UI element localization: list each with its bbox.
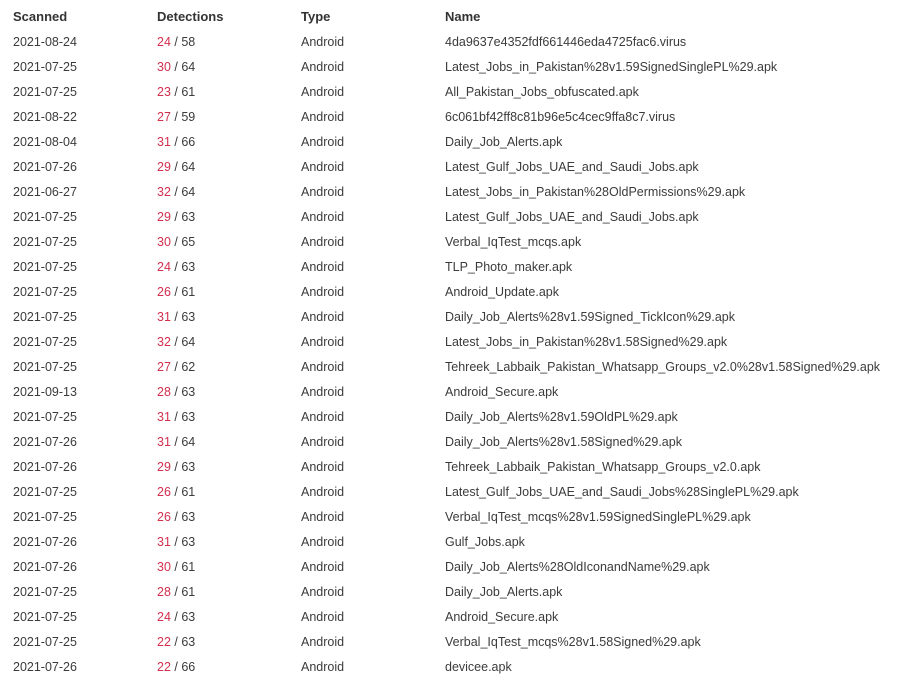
scanned-date: 2021-08-24 [13, 34, 77, 49]
detections-positive: 31 [157, 409, 171, 424]
detections-positive: 23 [157, 84, 171, 99]
detections-total: / 63 [174, 634, 196, 649]
detections-total: / 63 [174, 459, 196, 474]
detections-cell [157, 510, 301, 524]
scanned-date: 2021-07-25 [13, 509, 77, 524]
detections-total: / 64 [174, 59, 196, 74]
file-type: Android [301, 284, 345, 299]
detections-total: / 64 [174, 184, 196, 199]
table-row[interactable] [0, 54, 908, 79]
file-name-link[interactable]: Tehreek_Labbaik_Pakistan_Whatsapp_Groups_v2.0.apk [445, 459, 761, 474]
detections-total: / 61 [174, 84, 196, 99]
file-name-link[interactable]: Latest_Gulf_Jobs_UAE_and_Saudi_Jobs%28SinglePL%29.apk [445, 484, 799, 499]
table-row[interactable] [0, 654, 908, 679]
scanned-date: 2021-06-27 [13, 184, 77, 199]
table-row[interactable] [0, 404, 908, 429]
detections-positive: 22 [157, 634, 171, 649]
detections-positive: 26 [157, 484, 171, 499]
table-row[interactable] [0, 129, 908, 154]
file-type: Android [301, 384, 345, 399]
detections-positive: 27 [157, 109, 171, 124]
detections-positive: 30 [157, 559, 171, 574]
file-type: Android [301, 159, 345, 174]
scanned-date: 2021-07-26 [13, 434, 77, 449]
detections-cell [157, 660, 301, 674]
scanned-date: 2021-07-25 [13, 259, 77, 274]
table-row[interactable] [0, 204, 908, 229]
detections-total: / 65 [174, 234, 196, 249]
detections-cell [157, 285, 301, 299]
file-name-link[interactable]: TLP_Photo_maker.apk [445, 259, 573, 274]
table-row[interactable] [0, 229, 908, 254]
table-row[interactable] [0, 304, 908, 329]
scanned-date: 2021-07-26 [13, 459, 77, 474]
table-row[interactable] [0, 454, 908, 479]
table-header [0, 4, 908, 29]
file-name-link[interactable]: devicee.apk [445, 659, 512, 674]
detections-cell [157, 260, 301, 274]
header-detections[interactable]: Detections [157, 9, 224, 24]
detections-cell [157, 410, 301, 424]
detections-positive: 28 [157, 384, 171, 399]
detections-cell [157, 135, 301, 149]
detections-cell [157, 60, 301, 74]
file-type: Android [301, 484, 345, 499]
file-name-link[interactable]: Verbal_IqTest_mcqs%28v1.59SignedSinglePL%29.apk [445, 509, 751, 524]
detections-cell [157, 35, 301, 49]
detections-total: / 66 [174, 659, 196, 674]
table-row[interactable] [0, 354, 908, 379]
detections-positive: 22 [157, 659, 171, 674]
scanned-date: 2021-07-25 [13, 284, 77, 299]
scanned-date: 2021-07-25 [13, 209, 77, 224]
file-name-link[interactable]: Gulf_Jobs.apk [445, 534, 525, 549]
header-name[interactable]: Name [445, 9, 481, 24]
scanned-date: 2021-07-25 [13, 309, 77, 324]
detections-positive: 31 [157, 309, 171, 324]
detections-positive: 27 [157, 359, 171, 374]
detections-positive: 29 [157, 209, 171, 224]
detections-total: / 64 [174, 159, 196, 174]
file-name-link[interactable]: 4da9637e4352fdf661446eda4725fac6.virus [445, 34, 687, 49]
table-row[interactable] [0, 254, 908, 279]
file-type: Android [301, 334, 345, 349]
file-name-link[interactable]: Verbal_IqTest_mcqs.apk [445, 234, 582, 249]
detections-positive: 30 [157, 59, 171, 74]
header-scanned[interactable]: Scanned [13, 9, 68, 24]
file-name-link[interactable]: Android_Secure.apk [445, 384, 559, 399]
detections-positive: 32 [157, 334, 171, 349]
file-name-link[interactable]: Latest_Jobs_in_Pakistan%28OldPermissions%29.apk [445, 184, 746, 199]
file-type: Android [301, 84, 345, 99]
detections-cell [157, 635, 301, 649]
detections-positive: 31 [157, 534, 171, 549]
detections-cell [157, 85, 301, 99]
table-row[interactable] [0, 554, 908, 579]
header-type[interactable]: Type [301, 9, 331, 24]
scanned-date: 2021-07-25 [13, 609, 77, 624]
file-name-link[interactable]: Daily_Job_Alerts%28OldIconandName%29.apk [445, 559, 710, 574]
table-row[interactable] [0, 154, 908, 179]
table-row[interactable] [0, 29, 908, 54]
file-type: Android [301, 34, 345, 49]
file-type: Android [301, 59, 345, 74]
file-type: Android [301, 409, 345, 424]
detections-total: / 61 [174, 559, 196, 574]
file-type: Android [301, 659, 345, 674]
detections-cell [157, 460, 301, 474]
table-body [0, 29, 908, 679]
detections-cell [157, 210, 301, 224]
file-name-link[interactable]: Verbal_IqTest_mcqs%28v1.58Signed%29.apk [445, 634, 701, 649]
detections-cell [157, 335, 301, 349]
file-name-link[interactable]: Android_Secure.apk [445, 609, 559, 624]
detections-total: / 63 [174, 609, 196, 624]
scanned-date: 2021-07-26 [13, 159, 77, 174]
file-type: Android [301, 359, 345, 374]
file-type: Android [301, 109, 345, 124]
detections-positive: 32 [157, 184, 171, 199]
detections-cell [157, 310, 301, 324]
scanned-date: 2021-07-25 [13, 84, 77, 99]
file-name-link[interactable]: Latest_Jobs_in_Pakistan%28v1.59SignedSinglePL%29.apk [445, 59, 778, 74]
detections-total: / 63 [174, 209, 196, 224]
detections-total: / 58 [174, 34, 196, 49]
detections-total: / 63 [174, 409, 196, 424]
file-type: Android [301, 459, 345, 474]
file-type: Android [301, 634, 345, 649]
detections-total: / 63 [174, 309, 196, 324]
detections-cell [157, 235, 301, 249]
scanned-date: 2021-07-26 [13, 559, 77, 574]
scanned-date: 2021-07-25 [13, 409, 77, 424]
detections-positive: 31 [157, 434, 171, 449]
table-row[interactable] [0, 279, 908, 304]
detections-cell [157, 160, 301, 174]
detections-cell [157, 435, 301, 449]
detections-cell [157, 110, 301, 124]
detections-cell [157, 360, 301, 374]
table-row[interactable] [0, 79, 908, 104]
detections-total: / 63 [174, 384, 196, 399]
detections-total: / 62 [174, 359, 196, 374]
file-name-link[interactable]: Daily_Job_Alerts.apk [445, 584, 563, 599]
detections-positive: 24 [157, 34, 171, 49]
scanned-date: 2021-07-25 [13, 59, 77, 74]
scanned-date: 2021-08-22 [13, 109, 77, 124]
file-type: Android [301, 134, 345, 149]
file-name-link[interactable]: Android_Update.apk [445, 284, 559, 299]
file-name-link[interactable]: Latest_Jobs_in_Pakistan%28v1.58Signed%29.apk [445, 334, 728, 349]
scanned-date: 2021-07-25 [13, 359, 77, 374]
table-row[interactable] [0, 479, 908, 504]
table-row[interactable] [0, 329, 908, 354]
scanned-date: 2021-09-13 [13, 384, 77, 399]
file-type: Android [301, 434, 345, 449]
detections-total: / 63 [174, 534, 196, 549]
detections-total: / 61 [174, 284, 196, 299]
table-row[interactable] [0, 429, 908, 454]
table-row[interactable] [0, 104, 908, 129]
file-type: Android [301, 509, 345, 524]
detections-total: / 61 [174, 484, 196, 499]
scanned-date: 2021-07-25 [13, 234, 77, 249]
file-type: Android [301, 609, 345, 624]
detections-cell [157, 385, 301, 399]
detections-total: / 64 [174, 334, 196, 349]
file-type: Android [301, 184, 345, 199]
detections-cell [157, 535, 301, 549]
table-row[interactable] [0, 629, 908, 654]
detections-positive: 29 [157, 159, 171, 174]
detections-positive: 30 [157, 234, 171, 249]
detections-cell [157, 185, 301, 199]
detections-cell [157, 610, 301, 624]
file-type: Android [301, 559, 345, 574]
detections-positive: 26 [157, 509, 171, 524]
scanned-date: 2021-07-25 [13, 334, 77, 349]
file-type: Android [301, 309, 345, 324]
file-type: Android [301, 584, 345, 599]
file-name-link[interactable]: Daily_Job_Alerts%28v1.59OldPL%29.apk [445, 409, 678, 424]
file-type: Android [301, 209, 345, 224]
detections-positive: 26 [157, 284, 171, 299]
file-name-link[interactable]: Latest_Gulf_Jobs_UAE_and_Saudi_Jobs.apk [445, 159, 699, 174]
table-row[interactable] [0, 604, 908, 629]
file-name-link[interactable]: Daily_Job_Alerts%28v1.59Signed_TickIcon%29.apk [445, 309, 735, 324]
file-name-link[interactable]: Daily_Job_Alerts%28v1.58Signed%29.apk [445, 434, 682, 449]
detections-positive: 24 [157, 609, 171, 624]
file-name-link[interactable]: All_Pakistan_Jobs_obfuscated.apk [445, 84, 639, 99]
detections-total: / 66 [174, 134, 196, 149]
scanned-date: 2021-07-25 [13, 634, 77, 649]
detections-positive: 24 [157, 259, 171, 274]
file-name-link[interactable]: Tehreek_Labbaik_Pakistan_Whatsapp_Groups_v2.0%28v1.58Signed%29.apk [445, 359, 881, 374]
detections-total: / 63 [174, 509, 196, 524]
file-type: Android [301, 534, 345, 549]
scanned-date: 2021-08-04 [13, 134, 77, 149]
scanned-date: 2021-07-26 [13, 534, 77, 549]
table-row[interactable] [0, 179, 908, 204]
scanned-date: 2021-07-25 [13, 484, 77, 499]
table-row[interactable] [0, 379, 908, 404]
detections-total: / 64 [174, 434, 196, 449]
detections-positive: 28 [157, 584, 171, 599]
detections-positive: 31 [157, 134, 171, 149]
scanned-date: 2021-07-25 [13, 584, 77, 599]
detections-total: / 63 [174, 259, 196, 274]
file-name-link[interactable]: Daily_Job_Alerts.apk [445, 134, 563, 149]
detections-total: / 61 [174, 584, 196, 599]
detections-positive: 29 [157, 459, 171, 474]
file-name-link[interactable]: 6c061bf42ff8c81b96e5c4cec9ffa8c7.virus [445, 109, 676, 124]
detections-cell [157, 560, 301, 574]
file-name-link[interactable]: Latest_Gulf_Jobs_UAE_and_Saudi_Jobs.apk [445, 209, 699, 224]
table-row[interactable] [0, 579, 908, 604]
scanned-date: 2021-07-26 [13, 659, 77, 674]
detections-cell [157, 485, 301, 499]
detections-cell [157, 585, 301, 599]
detections-total: / 59 [174, 109, 196, 124]
table-row[interactable] [0, 529, 908, 554]
file-type: Android [301, 234, 345, 249]
table-row[interactable] [0, 504, 908, 529]
file-type: Android [301, 259, 345, 274]
